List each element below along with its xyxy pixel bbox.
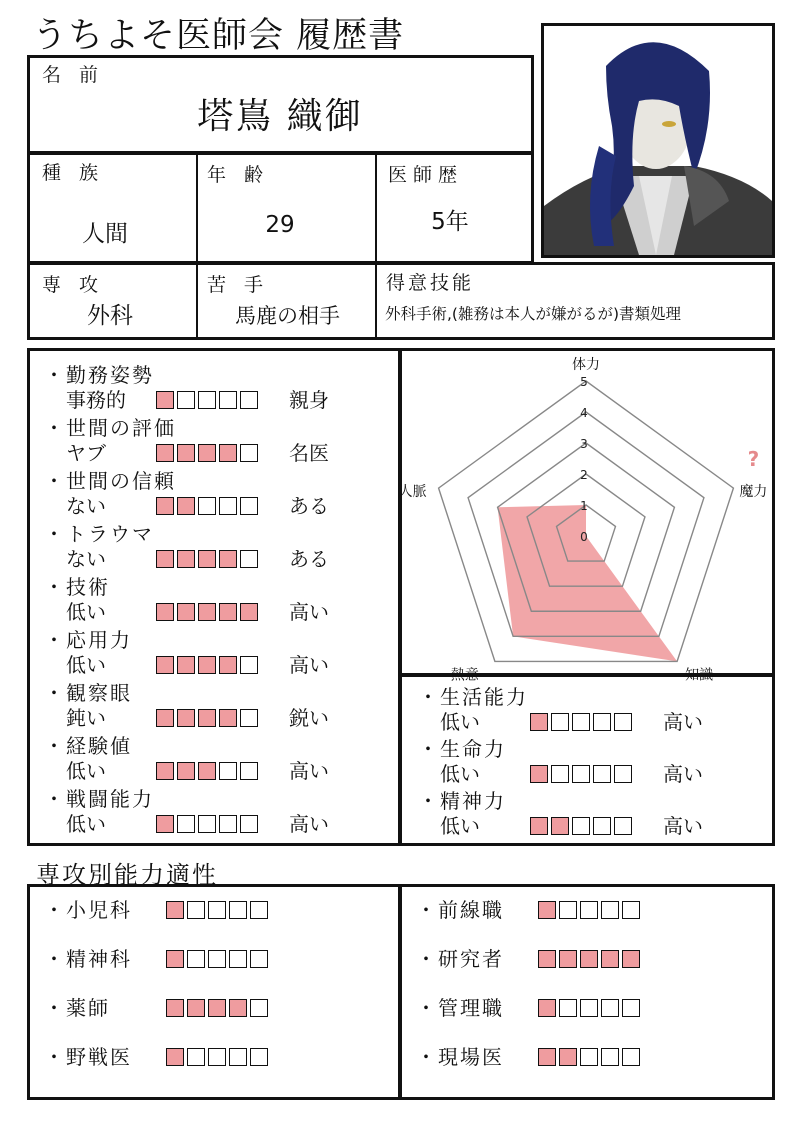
rating-box — [219, 815, 237, 833]
scale-high-label: ある — [289, 547, 329, 571]
rating-boxes — [156, 600, 261, 624]
aptitude-row — [416, 995, 643, 1021]
rating-box — [156, 391, 174, 409]
rating-box — [219, 709, 237, 727]
aptitude-row — [416, 1044, 643, 1070]
radar-tick-label: 3 — [580, 437, 588, 451]
scale-title: ・応用力 — [44, 628, 132, 652]
age-label: 年 齢 — [207, 164, 270, 186]
rating-box — [572, 713, 590, 731]
rating-box — [614, 817, 632, 835]
rating-box — [240, 762, 258, 780]
rating-box — [156, 603, 174, 621]
rating-box — [198, 444, 216, 462]
scale-low-label: 低い — [440, 814, 480, 838]
scale-row — [434, 813, 703, 839]
scale-title: ・世間の信頼 — [44, 469, 176, 493]
specialty-value: 外科 — [87, 303, 133, 329]
rating-box — [229, 1048, 247, 1066]
rating-box — [593, 713, 611, 731]
rating-box — [177, 709, 195, 727]
scale-title: ・生活能力 — [418, 685, 528, 709]
scale-high-label: ある — [289, 494, 329, 518]
rating-boxes — [538, 947, 643, 971]
rating-box — [240, 391, 258, 409]
rating-boxes — [166, 996, 271, 1020]
rating-box — [208, 901, 226, 919]
scale-low-label: 低い — [66, 812, 106, 836]
rating-box — [614, 713, 632, 731]
aptitude-label: ・前線職 — [416, 898, 504, 922]
rating-box — [551, 817, 569, 835]
scale-high-label: 高い — [289, 653, 329, 677]
rating-box — [559, 1048, 577, 1066]
scale-title: ・勤務姿勢 — [44, 363, 154, 387]
rating-box — [156, 762, 174, 780]
rating-box — [198, 497, 216, 515]
rating-box — [250, 999, 268, 1017]
rating-box — [250, 950, 268, 968]
scale-low-label: 低い — [440, 762, 480, 786]
scale-row — [60, 599, 329, 625]
rating-box — [530, 817, 548, 835]
divider — [196, 152, 198, 264]
rating-box — [198, 656, 216, 674]
name-value: 塔嶌 織御 — [197, 96, 363, 137]
rating-box — [177, 550, 195, 568]
rating-box — [622, 950, 640, 968]
rating-box — [187, 901, 205, 919]
rating-box — [593, 817, 611, 835]
radar-axis-label: 体力 — [572, 357, 600, 373]
scale-row — [60, 440, 329, 466]
radar-unknown-mark: ? — [747, 447, 760, 472]
portrait-illustration — [544, 26, 772, 255]
specialty-label: 専 攻 — [42, 274, 105, 296]
rating-box — [219, 656, 237, 674]
rating-box — [166, 999, 184, 1017]
aptitude-label: ・研究者 — [416, 947, 504, 971]
rating-box — [229, 999, 247, 1017]
divider — [375, 152, 377, 264]
scale-title: ・戦闘能力 — [44, 787, 154, 811]
scale-high-label: 高い — [289, 600, 329, 624]
scale-row — [60, 493, 329, 519]
scale-low-label: ない — [66, 547, 106, 571]
rating-box — [187, 950, 205, 968]
rating-box — [559, 999, 577, 1017]
rating-boxes — [530, 814, 635, 838]
rating-box — [622, 999, 640, 1017]
rating-box — [572, 765, 590, 783]
rating-box — [240, 550, 258, 568]
aptitude-row — [416, 897, 643, 923]
rating-box — [240, 656, 258, 674]
scale-low-label: 低い — [66, 759, 106, 783]
rating-box — [198, 603, 216, 621]
rating-box — [177, 762, 195, 780]
rating-box — [208, 950, 226, 968]
rating-box — [198, 391, 216, 409]
rating-box — [156, 815, 174, 833]
scale-row — [60, 387, 329, 413]
rating-boxes — [156, 812, 261, 836]
rating-boxes — [530, 710, 635, 734]
rating-box — [559, 901, 577, 919]
rating-box — [156, 709, 174, 727]
strength-label: 得意技能 — [386, 272, 475, 294]
divider — [375, 262, 377, 340]
rating-box — [166, 950, 184, 968]
rating-box — [530, 765, 548, 783]
scale-high-label: 鋭い — [289, 706, 329, 730]
scale-high-label: 名医 — [289, 441, 329, 465]
rating-box — [240, 603, 258, 621]
scale-row — [434, 709, 703, 735]
radar-axis-label: 魔力 — [739, 484, 768, 501]
scale-low-label: ない — [66, 494, 106, 518]
radar-axis-label: 熱意 — [450, 667, 479, 684]
scale-high-label: 高い — [663, 762, 703, 786]
scale-row — [434, 761, 703, 787]
rating-box — [580, 950, 598, 968]
rating-box — [559, 950, 577, 968]
rating-box — [156, 444, 174, 462]
rating-box — [572, 817, 590, 835]
rating-boxes — [166, 898, 271, 922]
rating-box — [538, 901, 556, 919]
aptitude-label: ・現場医 — [416, 1045, 504, 1069]
scale-high-label: 高い — [289, 759, 329, 783]
scale-row — [60, 546, 329, 572]
rating-box — [156, 497, 174, 515]
rating-box — [219, 391, 237, 409]
rating-box — [240, 497, 258, 515]
scale-title: ・生命力 — [418, 737, 506, 761]
rating-box — [156, 656, 174, 674]
scale-row — [60, 758, 329, 784]
rating-box — [614, 765, 632, 783]
rating-box — [177, 603, 195, 621]
rating-box — [208, 999, 226, 1017]
scale-row — [60, 652, 329, 678]
rating-box — [219, 762, 237, 780]
rating-box — [198, 762, 216, 780]
rating-box — [240, 709, 258, 727]
scale-high-label: 親身 — [289, 388, 329, 412]
rating-box — [219, 603, 237, 621]
rating-box — [622, 1048, 640, 1066]
rating-box — [240, 815, 258, 833]
radar-tick-label: 4 — [580, 406, 588, 420]
age-value: 29 — [265, 212, 295, 238]
scale-title: ・経験値 — [44, 734, 132, 758]
rating-box — [187, 999, 205, 1017]
rating-box — [198, 550, 216, 568]
rating-box — [229, 901, 247, 919]
scale-low-label: ヤブ — [66, 441, 106, 465]
aptitude-row — [44, 946, 271, 972]
rating-box — [240, 444, 258, 462]
rating-box — [208, 1048, 226, 1066]
rating-box — [156, 550, 174, 568]
radar-tick-label: 5 — [580, 375, 588, 389]
rating-boxes — [156, 388, 261, 412]
rating-box — [219, 444, 237, 462]
scale-low-label: 低い — [440, 710, 480, 734]
character-portrait — [541, 23, 775, 258]
rating-box — [601, 1048, 619, 1066]
aptitude-row — [416, 946, 643, 972]
rating-box — [538, 1048, 556, 1066]
rating-box — [250, 901, 268, 919]
scale-low-label: 鈍い — [66, 706, 106, 730]
rating-boxes — [166, 947, 271, 971]
rating-box — [622, 901, 640, 919]
rating-boxes — [538, 996, 643, 1020]
rating-boxes — [156, 706, 261, 730]
rating-boxes — [156, 547, 261, 571]
scale-row — [60, 705, 329, 731]
radar-axis-label: 人脈 — [398, 484, 427, 501]
strength-value: 外科手術,(雑務は本人が嫌がるが)書類処理 — [385, 305, 682, 323]
rating-boxes — [156, 759, 261, 783]
rating-boxes — [156, 653, 261, 677]
aptitude-label: ・小児科 — [44, 898, 132, 922]
scale-low-label: 低い — [66, 653, 106, 677]
rating-box — [166, 901, 184, 919]
radar-chart — [398, 351, 772, 684]
aptitude-label: ・野戦医 — [44, 1045, 132, 1069]
rating-box — [198, 709, 216, 727]
rating-boxes — [156, 441, 261, 465]
rating-box — [601, 950, 619, 968]
rating-box — [551, 713, 569, 731]
scale-row — [60, 811, 329, 837]
rating-box — [177, 497, 195, 515]
rating-box — [593, 765, 611, 783]
rating-box — [580, 1048, 598, 1066]
radar-tick-label: 2 — [580, 468, 588, 482]
rating-box — [198, 815, 216, 833]
aptitude-section-title: 専攻別能力適性 — [36, 861, 218, 889]
rating-box — [187, 1048, 205, 1066]
rating-box — [229, 950, 247, 968]
rating-box — [538, 999, 556, 1017]
weakness-value: 馬鹿の相手 — [235, 304, 340, 328]
rating-box — [250, 1048, 268, 1066]
scale-low-label: 低い — [66, 600, 106, 624]
rating-box — [538, 950, 556, 968]
radar-tick-label: 1 — [580, 499, 588, 513]
rating-box — [580, 901, 598, 919]
name-label: 名 前 — [42, 64, 105, 86]
rating-boxes — [538, 898, 643, 922]
rating-boxes — [538, 1045, 643, 1069]
rating-boxes — [156, 494, 261, 518]
rating-box — [177, 391, 195, 409]
scale-high-label: 高い — [663, 814, 703, 838]
scale-high-label: 高い — [663, 710, 703, 734]
scale-high-label: 高い — [289, 812, 329, 836]
scale-title: ・世間の評価 — [44, 416, 176, 440]
scale-title: ・技術 — [44, 575, 110, 599]
aptitude-row — [44, 897, 271, 923]
career-label: 医師歴 — [388, 164, 464, 186]
scale-low-label: 事務的 — [66, 388, 126, 412]
document-title: うちよそ医師会 履歴書 — [32, 16, 405, 56]
rating-box — [166, 1048, 184, 1066]
radar-axis-label: 知識 — [685, 667, 714, 684]
species-label: 種 族 — [42, 162, 105, 184]
scale-title: ・トラウマ — [44, 522, 154, 546]
rating-box — [219, 497, 237, 515]
rating-box — [601, 999, 619, 1017]
rating-box — [601, 901, 619, 919]
aptitude-label: ・精神科 — [44, 947, 132, 971]
rating-box — [177, 444, 195, 462]
divider — [196, 262, 198, 340]
career-value: 5年 — [431, 209, 469, 235]
scale-title: ・精神力 — [418, 789, 506, 813]
aptitude-row — [44, 1044, 271, 1070]
aptitude-row — [44, 995, 271, 1021]
aptitude-label: ・薬師 — [44, 996, 110, 1020]
weakness-label: 苦 手 — [207, 274, 270, 296]
rating-box — [219, 550, 237, 568]
radar-tick-label: 0 — [580, 530, 588, 544]
rating-box — [177, 656, 195, 674]
rating-boxes — [530, 762, 635, 786]
rating-boxes — [166, 1045, 271, 1069]
rating-box — [580, 999, 598, 1017]
species-value: 人間 — [82, 221, 128, 247]
aptitude-label: ・管理職 — [416, 996, 504, 1020]
rating-box — [177, 815, 195, 833]
rating-box — [530, 713, 548, 731]
scale-title: ・観察眼 — [44, 681, 132, 705]
rating-box — [551, 765, 569, 783]
